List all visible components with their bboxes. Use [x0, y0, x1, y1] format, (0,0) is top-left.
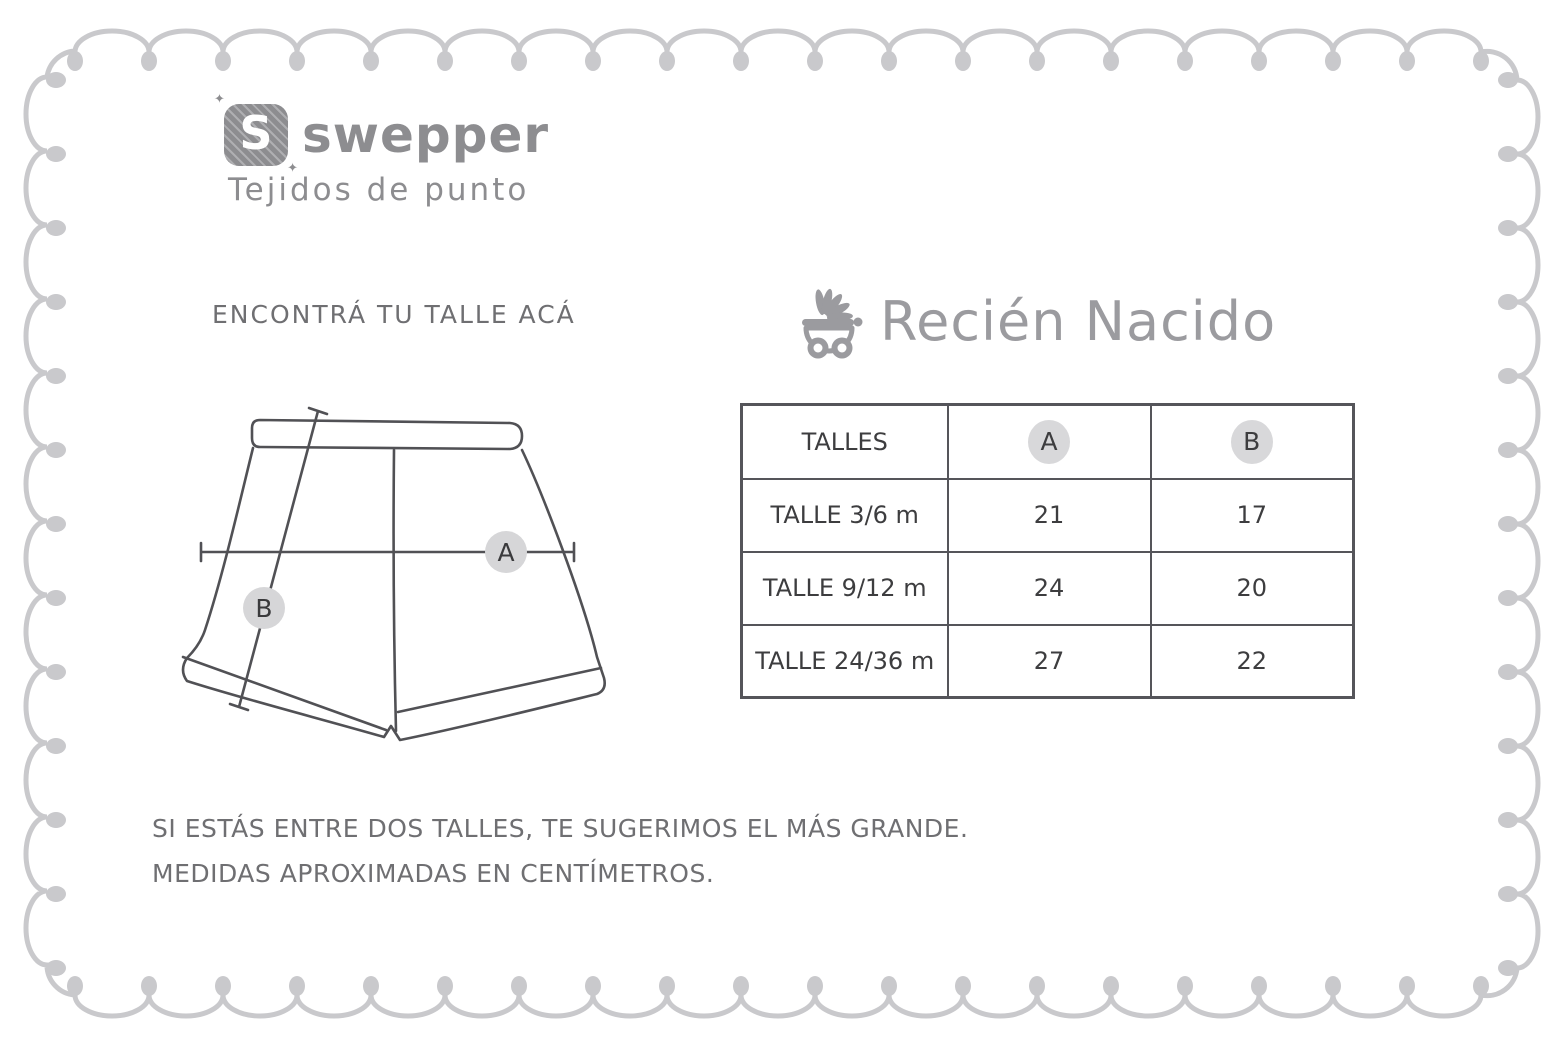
section-title: Recién Nacido: [880, 289, 1277, 353]
sparkle-icon: ✦: [287, 161, 298, 176]
logo-s-icon: [214, 92, 298, 176]
footer-notes: [152, 806, 968, 896]
brand-name: swepper: [302, 106, 550, 164]
table-header-row: [742, 405, 1354, 479]
table-row: [742, 625, 1354, 698]
measure-b-label: B: [255, 594, 273, 623]
shorts-center-seam: [394, 450, 396, 731]
measure-line-b: [230, 408, 327, 710]
shorts-waistband: [252, 420, 522, 449]
header-measure-b: [1151, 405, 1354, 479]
find-your-size-heading: ENCONTRÁ TU TALLE ACÁ: [212, 300, 576, 329]
measure-a-label: A: [497, 538, 515, 567]
footer-line-1: SI ESTÁS ENTRE DOS TALLES, TE SUGERIMOS EL MÁS GRANDE.: [152, 814, 969, 843]
shorts-left-hem-line: [183, 657, 386, 730]
header-talles: TALLES: [742, 405, 948, 479]
shorts-diagram: [160, 390, 640, 770]
baby-pram-icon: [796, 281, 870, 361]
value-a: 21: [948, 479, 1151, 552]
table-row: [742, 552, 1354, 625]
size-label: TALLE 3/6 m: [742, 479, 948, 552]
header-measure-a: [948, 405, 1151, 479]
sparkle-icon: ✦: [214, 92, 225, 107]
section-heading: [796, 281, 1276, 361]
table-row: [742, 479, 1354, 552]
brand-tagline: Tejidos de punto: [228, 172, 530, 208]
size-label: TALLE 24/36 m: [742, 625, 948, 698]
value-b: 17: [1151, 479, 1354, 552]
size-table: [740, 403, 1355, 699]
footer-line-2: MEDIDAS APROXIMADAS EN CENTÍMETROS.: [152, 859, 715, 888]
value-b: 22: [1151, 625, 1354, 698]
shorts-right-hem-line: [398, 668, 601, 712]
logo-letter: S: [239, 106, 273, 160]
measure-a-badge: A: [1028, 420, 1070, 464]
value-b: 20: [1151, 552, 1354, 625]
brand-logo: [214, 92, 550, 176]
value-a: 24: [948, 552, 1151, 625]
value-a: 27: [948, 625, 1151, 698]
measure-b-badge: B: [1231, 420, 1273, 464]
size-label: TALLE 9/12 m: [742, 552, 948, 625]
